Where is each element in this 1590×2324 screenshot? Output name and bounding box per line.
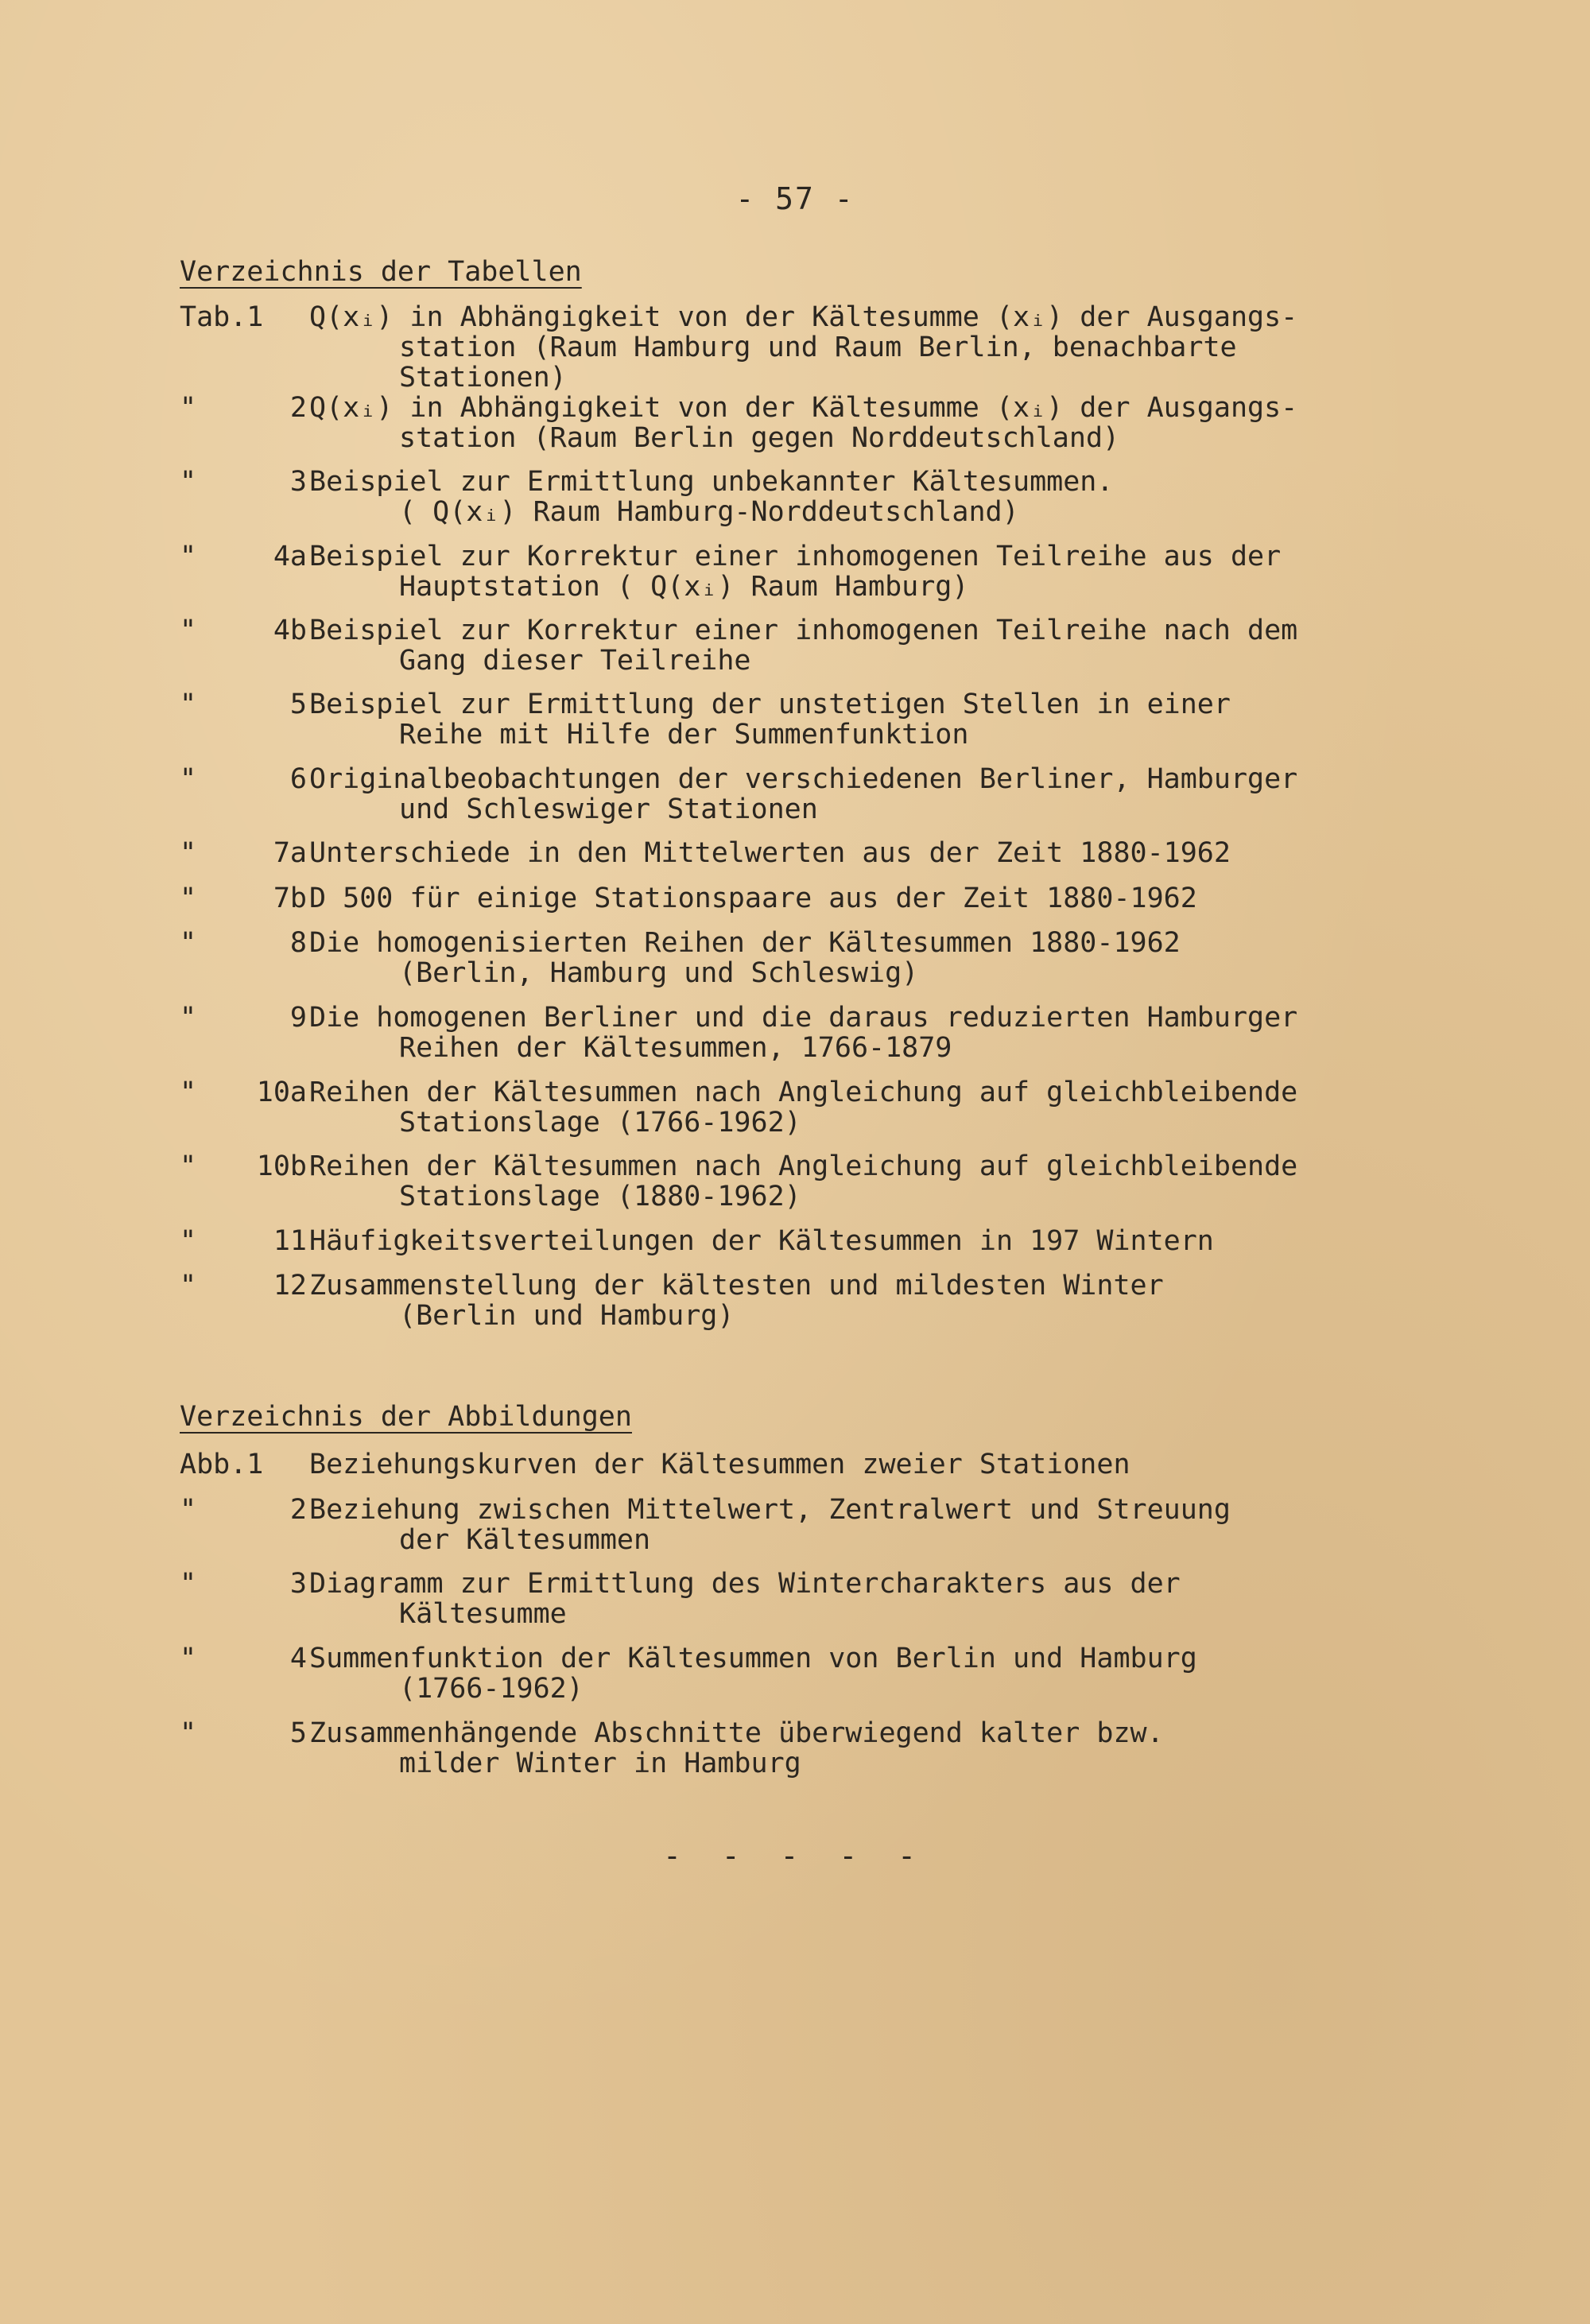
entry-line: Stationslage (1766-1962): [399, 1107, 801, 1139]
entry-line: Diagramm zur Ermittlung des Wintercharakters aus der: [309, 1568, 1181, 1600]
figures-heading: Verzeichnis der Abbildungen: [180, 1401, 632, 1433]
ditto-mark: ": [180, 392, 197, 424]
entry-line: Beispiel zur Korrektur einer inhomogenen Teilreihe aus der: [309, 541, 1282, 572]
ditto-mark: ": [180, 927, 197, 959]
table-entry-10a: [180, 1077, 1420, 1139]
entry-line: D 500 für einige Stationspaare aus der Zeit 1880-1962: [309, 883, 1197, 914]
entry-number: 6: [289, 763, 307, 795]
entry-number: 10a: [256, 1077, 307, 1108]
entry-line: Die homogenisierten Reihen der Kältesummen 1880-1962: [309, 927, 1181, 959]
entry-line: Reihen der Kältesummen nach Angleichung auf gleichbleibende: [309, 1150, 1298, 1182]
ditto-mark: ": [180, 837, 197, 869]
entry-number: 10b: [256, 1150, 307, 1182]
ditto-mark: ": [180, 883, 197, 914]
table-entry-12: [180, 1270, 1420, 1332]
entry-line: station (Raum Berlin gegen Norddeutschland): [399, 422, 1120, 454]
entry-line: Beispiel zur Ermittlung unbekannter Kältesummen.: [309, 466, 1114, 498]
tables-heading: Verzeichnis der Tabellen: [180, 256, 582, 288]
table-entry-11: [180, 1226, 1420, 1256]
entry-line: (1766-1962): [399, 1673, 584, 1705]
ditto-mark: ": [180, 1717, 197, 1749]
entry-line: (Berlin und Hamburg): [399, 1300, 735, 1332]
entry-number: 2: [289, 1494, 307, 1526]
entry-number: 9: [289, 1002, 307, 1034]
figure-entry-3: [180, 1568, 1420, 1630]
entry-number: 4: [289, 1643, 307, 1674]
entry-number: 7b: [273, 883, 307, 914]
ditto-mark: ": [180, 763, 197, 795]
entry-number: 3: [289, 1568, 307, 1600]
entry-line: Q(xᵢ) in Abhängigkeit von der Kältesumme (xᵢ) der Ausgangs-: [309, 392, 1298, 424]
table-entry-5: [180, 689, 1420, 751]
entry-prefix: Tab.1: [180, 301, 264, 333]
figure-entry-5: [180, 1717, 1420, 1779]
ditto-mark: ": [180, 689, 197, 720]
entry-number: 7a: [273, 837, 307, 869]
entry-number: 4a: [273, 541, 307, 572]
entry-line: (Berlin, Hamburg und Schleswig): [399, 957, 919, 989]
entry-line: Beziehungskurven der Kältesummen zweier Stationen: [309, 1449, 1130, 1480]
ditto-mark: ": [180, 1568, 197, 1600]
page-number: - 57 -: [735, 181, 855, 216]
entry-number: 5: [289, 689, 307, 720]
entry-line: ( Q(xᵢ) Raum Hamburg-Norddeutschland): [399, 496, 1019, 528]
entry-line: station (Raum Hamburg und Raum Berlin, benachbarte: [399, 332, 1237, 363]
table-entry-1: [180, 301, 1420, 394]
table-entry-3: [180, 466, 1420, 528]
ditto-mark: ": [180, 1643, 197, 1674]
table-entry-4b: [180, 615, 1420, 677]
table-entry-6: [180, 763, 1420, 825]
entry-line: Beispiel zur Ermittlung der unstetigen Stellen in einer: [309, 689, 1231, 720]
ditto-mark: ": [180, 466, 197, 498]
entry-number: 4b: [273, 615, 307, 646]
entry-line: Unterschiede in den Mittelwerten aus der Zeit 1880-1962: [309, 837, 1231, 869]
ditto-mark: ": [180, 1494, 197, 1526]
entry-line: Häufigkeitsverteilungen der Kältesummen in 197 Wintern: [309, 1225, 1214, 1257]
entry-number: 2: [289, 392, 307, 424]
table-entry-10b: [180, 1150, 1420, 1212]
entry-line: Reihen der Kältesummen, 1766-1879: [399, 1032, 952, 1064]
entry-number: 8: [289, 927, 307, 959]
entry-line: Zusammenhängende Abschnitte überwiegend kalter bzw.: [309, 1717, 1164, 1749]
entry-line: Zusammenstellung der kältesten und mildesten Winter: [309, 1270, 1164, 1302]
table-entry-7b: [180, 883, 1420, 914]
figure-entry-2: [180, 1494, 1420, 1556]
ditto-mark: ": [180, 541, 197, 572]
entry-line: Stationen): [399, 362, 567, 394]
ditto-mark: ": [180, 615, 197, 646]
figure-entry-4: [180, 1643, 1420, 1705]
entry-line: der Kältesummen: [399, 1524, 651, 1556]
entry-number: 3: [289, 466, 307, 498]
entry-line: Die homogenen Berliner und die daraus reduzierten Hamburger: [309, 1002, 1298, 1034]
table-entry-8: [180, 927, 1420, 989]
entry-line: Q(xᵢ) in Abhängigkeit von der Kältesumme (xᵢ) der Ausgangs-: [309, 301, 1298, 333]
entry-line: Beispiel zur Korrektur einer inhomogenen Teilreihe nach dem: [309, 615, 1298, 646]
ditto-mark: ": [180, 1150, 197, 1182]
entry-number: 5: [289, 1717, 307, 1749]
figure-entry-1: [180, 1449, 1420, 1480]
entry-line: Originalbeobachtungen der verschiedenen Berliner, Hamburger: [309, 763, 1298, 795]
table-entry-2: [180, 392, 1420, 454]
entry-line: Stationslage (1880-1962): [399, 1181, 801, 1212]
end-marker: - - - - -: [663, 1838, 927, 1873]
entry-prefix: Abb.1: [180, 1449, 264, 1480]
ditto-mark: ": [180, 1002, 197, 1034]
entry-line: milder Winter in Hamburg: [399, 1748, 801, 1779]
entry-line: Beziehung zwischen Mittelwert, Zentralwert und Streuung: [309, 1494, 1231, 1526]
ditto-mark: ": [180, 1270, 197, 1302]
entry-line: Reihe mit Hilfe der Summenfunktion: [399, 719, 969, 751]
entry-number: 11: [273, 1225, 307, 1257]
entry-line: Kältesumme: [399, 1598, 567, 1630]
entry-number: 12: [273, 1270, 307, 1302]
ditto-mark: ": [180, 1077, 197, 1108]
table-entry-7a: [180, 838, 1420, 868]
table-entry-9: [180, 1002, 1420, 1064]
entry-line: und Schleswiger Stationen: [399, 793, 818, 825]
table-entry-4a: [180, 541, 1420, 603]
entry-line: Reihen der Kältesummen nach Angleichung auf gleichbleibende: [309, 1077, 1298, 1108]
entry-line: Summenfunktion der Kältesummen von Berlin und Hamburg: [309, 1643, 1197, 1674]
entry-line: Gang dieser Teilreihe: [399, 645, 751, 677]
ditto-mark: ": [180, 1225, 197, 1257]
entry-line: Hauptstation ( Q(xᵢ) Raum Hamburg): [399, 571, 969, 603]
